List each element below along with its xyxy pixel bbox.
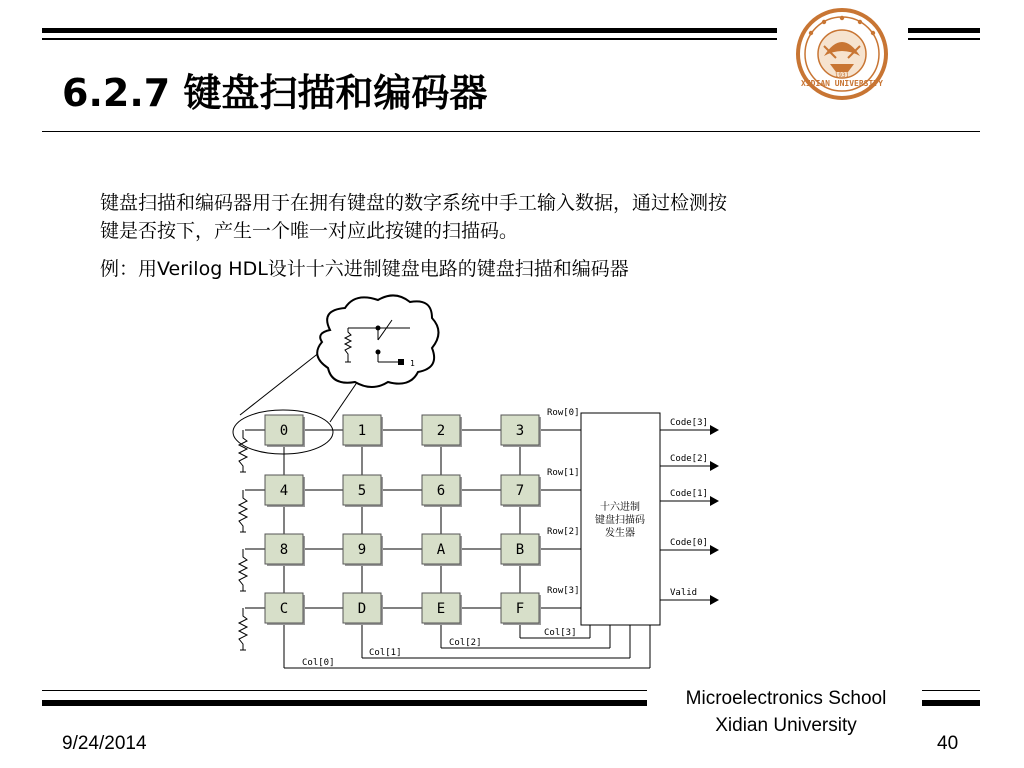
row-label: Row[3] <box>547 586 580 596</box>
pullup-resistor <box>239 490 247 532</box>
key-label: F <box>515 601 525 617</box>
key-label: A <box>436 542 446 558</box>
key-label: 3 <box>515 423 525 439</box>
example-line: 例：用Verilog HDL设计十六进制键盘电路的键盘扫描和编码器 <box>100 258 629 280</box>
paragraph-line-2: 键是否按下，产生一个唯一对应此按键的扫描码。 <box>100 220 519 242</box>
key-label: C <box>279 601 289 617</box>
key-label: 1 <box>357 423 367 439</box>
switch-node <box>376 350 381 355</box>
callout-line <box>240 352 320 415</box>
col-label: Col[0] <box>302 658 335 668</box>
row-label: Row[1] <box>547 468 580 478</box>
key-label: 9 <box>357 542 367 558</box>
key-label: 7 <box>515 483 525 499</box>
output-label: Code[2] <box>670 454 708 464</box>
footer-rule-thin-right <box>922 690 980 691</box>
output-arrow <box>710 425 719 435</box>
output-label: Valid <box>670 588 698 598</box>
footer-rule-thick-right <box>922 700 980 706</box>
footer-date: 9/24/2014 <box>62 733 147 754</box>
slide-title: 6.2.7 键盘扫描和编码器 <box>62 71 488 115</box>
svg-text:1931: 1931 <box>834 72 850 79</box>
row-label: Row[2] <box>547 527 580 537</box>
switch-label: 1 <box>410 359 415 368</box>
footer-rule-thin <box>42 690 647 691</box>
key-label: D <box>357 601 367 617</box>
block-label: 键盘扫描码 <box>595 515 645 526</box>
key-label: 8 <box>279 542 289 558</box>
col-label: Col[1] <box>369 648 402 658</box>
pullup-resistor <box>239 430 247 472</box>
col-label: Col[2] <box>449 638 482 648</box>
school-name <box>662 685 910 739</box>
key-label: 2 <box>436 423 446 439</box>
col-label: Col[3] <box>544 628 577 638</box>
row-label: Row[0] <box>547 408 580 418</box>
paragraph-line-1: 键盘扫描和编码器用于在拥有键盘的数字系统中手工输入数据，通过检测按 <box>100 192 728 214</box>
block-label: 发生器 <box>605 528 635 539</box>
key-label: E <box>436 601 446 617</box>
output-label: Code[1] <box>670 489 708 499</box>
page-number: 40 <box>937 733 959 754</box>
pullup-resistor <box>239 549 247 591</box>
footer-rule-thick <box>42 700 647 706</box>
output-arrow <box>710 545 719 555</box>
key-label: B <box>515 542 525 558</box>
switch-detail-cloud <box>317 295 438 387</box>
key-label: 4 <box>279 483 289 499</box>
block-label: 十六进制 <box>600 502 640 513</box>
output-label: Code[0] <box>670 538 708 548</box>
key-label: 6 <box>436 483 446 499</box>
switch-terminal <box>398 359 404 365</box>
school-line-2: Xidian University <box>715 715 857 736</box>
output-arrow <box>710 496 719 506</box>
output-arrow <box>710 461 719 471</box>
pullup-resistor <box>239 608 247 650</box>
key-label: 5 <box>357 483 367 499</box>
key-label: 0 <box>279 423 289 439</box>
school-line-1: Microelectronics School <box>685 688 887 709</box>
output-arrow <box>710 595 719 605</box>
svg-text:XIDIAN UNIVERSITY: XIDIAN UNIVERSITY <box>801 79 883 88</box>
output-label: Code[3] <box>670 418 708 428</box>
